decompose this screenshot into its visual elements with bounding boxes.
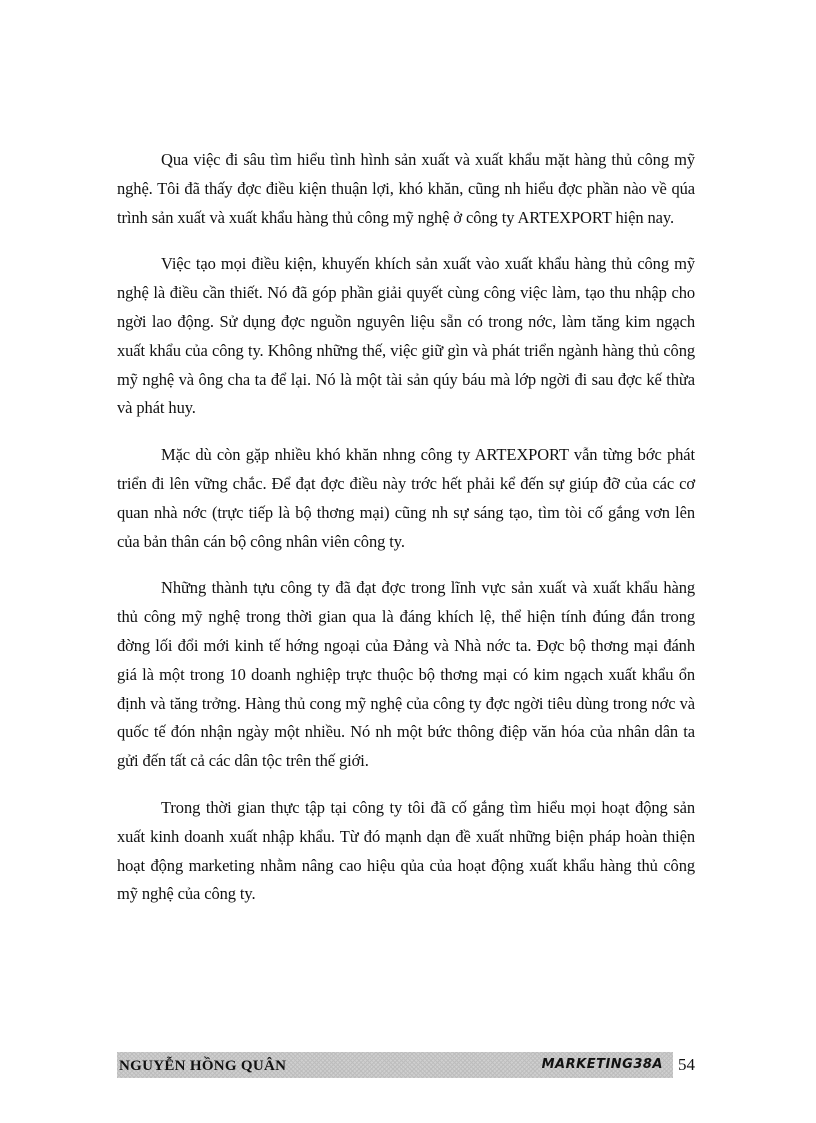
paragraph-2: Việc tạo mọi điều kiện, khuyến khích sản xuất vào xuất khẩu hàng thủ công mỹ nghệ là điều cần thiết. Nó đã góp phần giải quyết cùng công việc làm, tạo thu nhập cho ngời lao động. Sử dụng đợc nguồn nguyên liệu sẵn có trong nớc, làm tăng kim ngạch xuất khẩu của công ty. Không những thế, việc giữ gìn và phát triển ngành hàng thủ công mỹ nghệ và ông cha ta để lại. Nó là một tài sản qúy báu mà lớp ngời đi sau đợc kế thừa và phát huy. [117,254,695,418]
footer-author: NGUYỄN HỒNG QUÂN [119,1058,287,1074]
page-footer [117,1052,695,1078]
page-number: 54 [678,1055,695,1074]
paragraph-3: Mặc dù còn gặp nhiều khó khăn nhng công ty ARTEXPORT vẫn từng bớc phát triển đi lên vững chắc. Để đạt đợc điều này trớc hết phải kể đến sự giúp đỡ của các cơ quan nhà nớc (trực tiếp là bộ thơng mại) cũng nh sự sáng tạo, tìm tòi cố gắng vơn lên của bản thân cán bộ công nhân viên công ty. [117,445,695,551]
paragraph-4: Những thành tựu công ty đã đạt đợc trong lĩnh vực sản xuất và xuất khẩu hàng thủ công mỹ nghệ trong thời gian qua là đáng khích lệ, thể hiện tính đúng đắn trong đờng lối đổi mới kinh tế hớng ngoại của Đảng và Nhà nớc ta. Đợc bộ thơng mại đánh giá là một trong 10 doanh nghiệp trực thuộc bộ thơng mại có kim ngạch xuất khẩu ổn định và tăng trởng. Hàng thủ cong mỹ nghệ của công ty đợc ngời tiêu dùng trong nớc và quốc tế đón nhận ngày một nhiều. Nó nh một bức thông điệp văn hóa của nhân dân ta gửi đến tất cả các dân tộc trên thế giới. [117,578,695,771]
paragraph-1: Qua việc đi sâu tìm hiểu tình hình sản xuất và xuất khẩu mặt hàng thủ công mỹ nghệ. Tôi đã thấy đợc điều kiện thuận lợi, khó khăn, cũng nh hiểu đợc phần nào về qúa trình sản xuất và xuất khẩu hàng thủ công mỹ nghệ ở công ty ARTEXPORT hiện nay. [117,150,695,227]
paragraph-5: Trong thời gian thực tập tại công ty tôi đã cố gắng tìm hiểu mọi hoạt động sản xuất kinh doanh xuất nhập khẩu. Từ đó mạnh dạn đề xuất những biện pháp hoàn thiện hoạt động marketing nhằm nâng cao hiệu qủa của hoạt động xuất khẩu hàng thủ công mỹ nghệ của công ty. [117,797,695,904]
body-text [117,146,695,927]
footer-class-label: MARKETING38A [541,1057,663,1072]
